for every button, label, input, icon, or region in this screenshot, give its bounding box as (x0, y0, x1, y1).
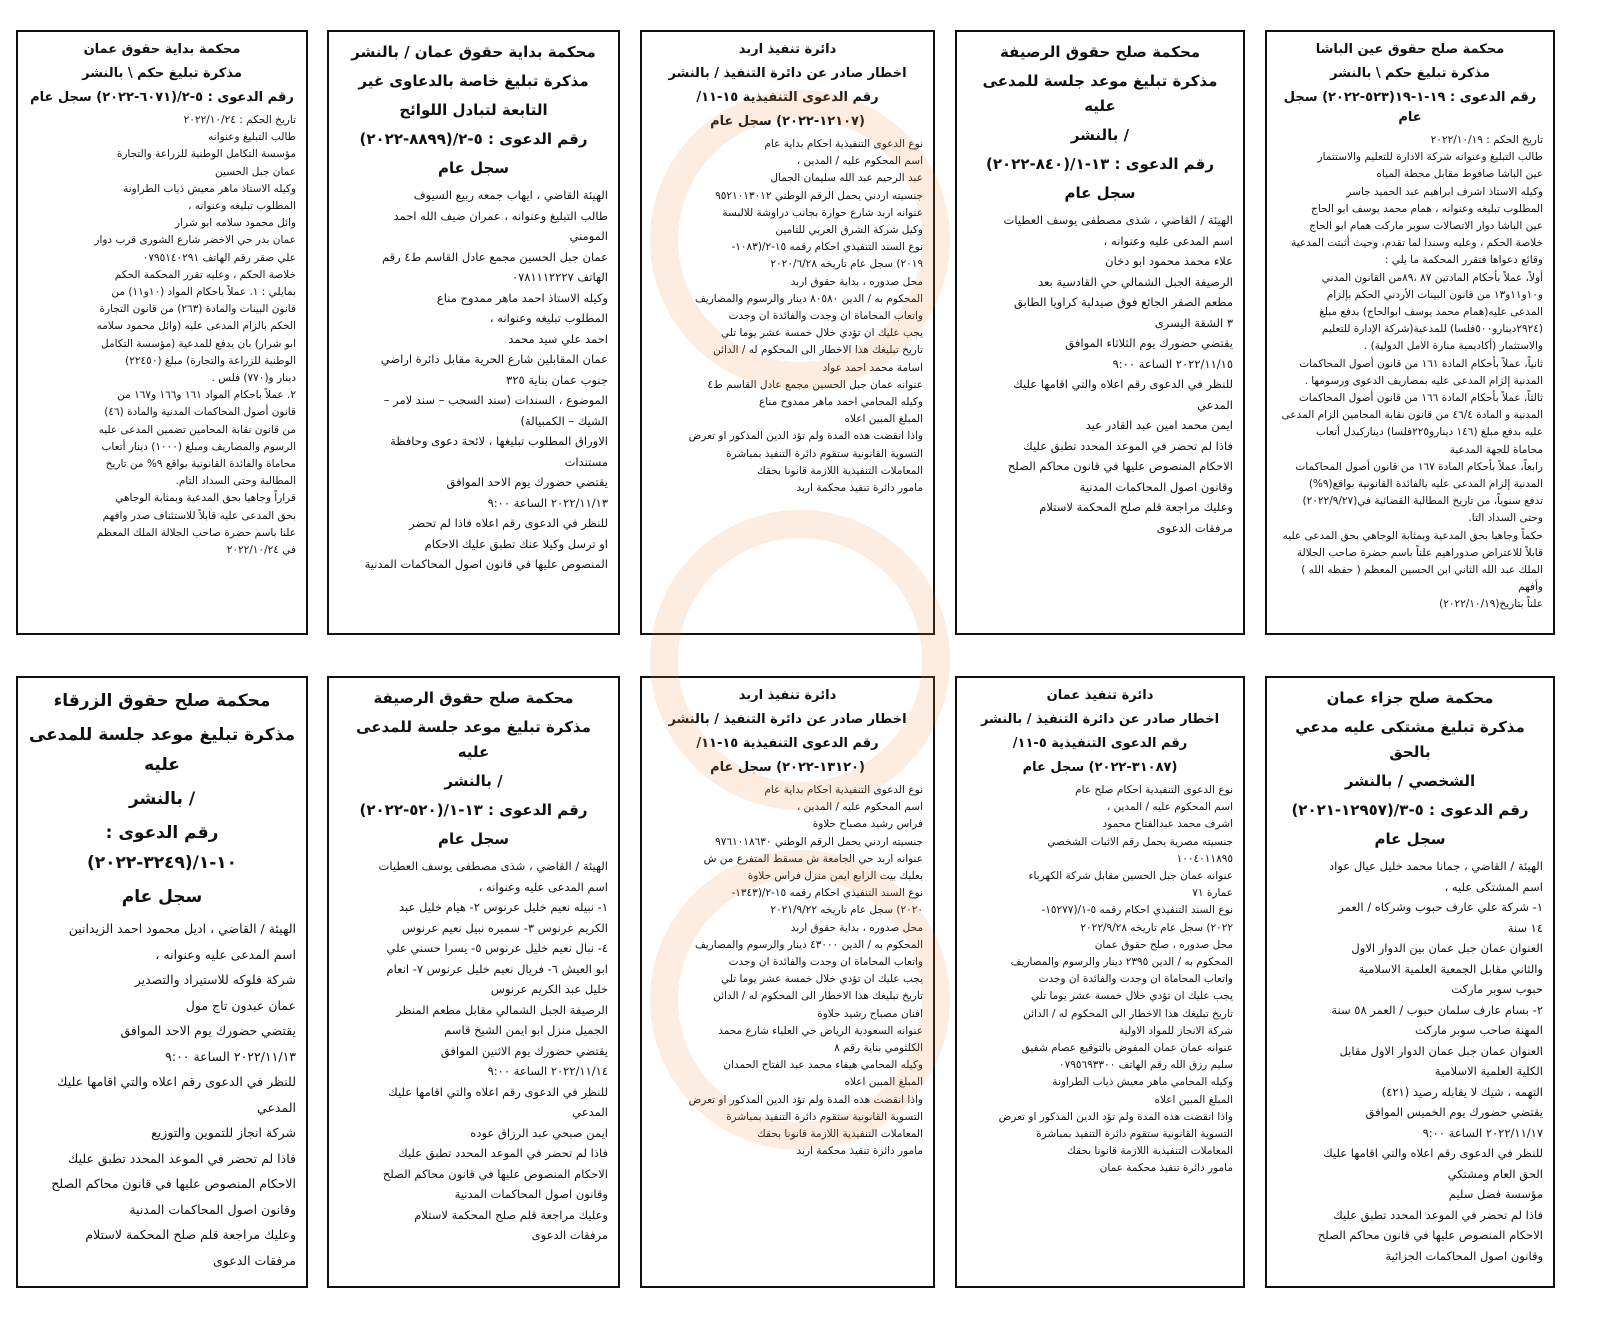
notice-line: علناً بتاريخ(٢٠٢٢/١٠/١٩) (1439, 598, 1543, 611)
notice-line: ابو العيش ٦- فريال نعيم خليل عرنوس ٧- انعام (386, 961, 608, 976)
notice-line: للنظر في الدعوى رقم اعلاه فاذا لم تحضر (409, 516, 608, 530)
notice-line: قانون أصول المحاكمات المدنية والمادة (٤٦) (104, 406, 296, 419)
notice-line: يجب عليك ان تؤدي خلال خمسة عشر يوما تلي (720, 327, 923, 340)
notice-line: عمان المقابلين شارع الحرية مقابل دائرة اراضي (380, 352, 608, 366)
notice-heading: التابعة لتبادل اللوائح (399, 101, 548, 119)
notice-line: وعليك مراجعة قلم صلح المحكمة لاستلام (85, 1227, 296, 1242)
notice-line: للنظر في الدعوى رقم اعلاه والتي اقامها عليك (388, 1084, 608, 1099)
notice-line: وقانون اصول المحاكمات المدنية (454, 1187, 608, 1201)
notice-line: فاذا لم تحضر في الموعد المحدد تطبق عليك (1333, 1207, 1543, 1222)
notice-line: عمان عبدون تاج مول (185, 997, 296, 1013)
notice-line: الاحكام المنصوص عليها في قانون محاكم الصلح (382, 1166, 608, 1181)
notice-heading: سجل عام (437, 159, 510, 177)
notice-heading: مذكرة تبليغ حكم \ بالنشر (82, 66, 242, 81)
notice-line: عنوانه اربد شارع حوارة بجانب دراوشة للالبسة (722, 206, 923, 219)
notice-line: ٢٠٢٢/١١/١٤ الساعة ٩:٠٠ (487, 1064, 608, 1078)
notice-heading: (٣١٠٨٧-٢٠٢٢) سجل عام (1022, 760, 1178, 775)
notice-line: محاماة للجهة المدعية (1449, 443, 1543, 456)
notice-line: يقتضي حضورك يوم الثلاثاء الموافق (1065, 336, 1233, 350)
notice-line: وقائع دعواها فتقرر المحكمة ما يلي : (1384, 254, 1543, 267)
notice-heading: محكمة صلح حقوق الرصيفة (373, 689, 574, 707)
notice-line: محل صدوره ، بداية حقوق اربد (790, 921, 923, 934)
notice-irbid-execution-13120 (640, 676, 935, 1288)
notice-heading: اخطار صادر عن دائرة التنفيذ / بالنشر (668, 66, 907, 81)
notice-amman-first-instance-judgment-6071 (16, 30, 308, 635)
notice-heading: / بالنشر (1070, 126, 1130, 144)
notice-line: مرفقات الدعوى (213, 1252, 296, 1268)
notice-heading: محكمة صلح جزاء عمان (1326, 689, 1494, 707)
notice-line: الهيئة / القاضي ، شذى مصطفى يوسف العطيات (1003, 213, 1233, 227)
notice-line: اسم المدعى عليه وعنوانه ، (155, 946, 296, 962)
notice-line: اسم المحكوم عليه / المدين ، (1106, 801, 1233, 814)
notice-heading: رقم الدعوى : ١٣-١/(٥٢٠-٢٠٢٢) (359, 801, 588, 819)
notice-line: المدنية إلزام المدعى عليه بمصاريف الدعوى ورسومها . (1304, 374, 1543, 387)
notice-line: خلاصة الحكم ، وعليه وسندا لما تقدم، وحيث أثبتت المدعية (1291, 237, 1543, 250)
notice-line: وقانون اصول المحاكمات الجزائية (1385, 1248, 1543, 1263)
notice-line: جنسيته مصرية يحمل رقم الاثبات الشخصي (1047, 835, 1233, 848)
notice-heading: مذكرة تبليغ موعد جلسة للمدعى عليه (356, 718, 591, 761)
notice-line: ثالثاً، عملاً بأحكام المادة ١٦٦ من قانون أصول المحاكمات (1298, 392, 1543, 405)
notice-line: وعليك مراجعة قلم صلح المحكمة لاستلام (414, 1207, 608, 1222)
notice-line: التسوية القانونية ستقوم دائرة التنفيذ بمباشرة (1036, 1128, 1233, 1141)
notice-heading: الشخصي / بالنشر (1344, 772, 1476, 790)
notice-line: يقتضي حضورك يوم الاحد الموافق (120, 1023, 296, 1038)
notice-heading: مذكرة تبليغ مشتكى عليه مدعي بالحق (1295, 718, 1525, 761)
notice-line: المدعي (572, 1105, 608, 1119)
notice-line: الشيك – الكمبيالة) (520, 413, 608, 428)
notice-line: عمان جبل الحسين مجمع عادل القاسم ط٤ رقم (382, 249, 608, 264)
notice-line: وقانون اصول المحاكمات المدنية (1079, 479, 1233, 494)
notice-line: يقتضي حضورك يوم الاحد الموافق (446, 475, 608, 489)
notice-line: نوع السند التنفيذي احكام رقمه ١٥-٢/(١٠٨٣- (731, 241, 923, 254)
notice-line: فاذا لم تحضر في الموعد المحدد تطبق عليك (398, 1146, 608, 1160)
notice-line: حبوب سوبر ماركت (1451, 982, 1543, 996)
notice-line: طالب التبليغ وعنوانه ، عمران ضيف الله احمد (393, 208, 608, 223)
notice-line: مطعم الصقر الجائع فوق صيدلية كراويا الطابق (1014, 295, 1233, 309)
notice-heading: سجل عام (1374, 830, 1446, 848)
notice-heading: رقم الدعوى التنفيذية ١٥-١١/ (696, 90, 879, 105)
notice-line: واذا انقضت هذه المدة ولم تؤد الدين المذكور او تعرض (998, 1110, 1233, 1123)
notice-line: واتعاب المحاماة ان وجدت والفائدة ان وجدت (1038, 973, 1233, 986)
notice-heading: رقم الدعوى : ٥-٢/(٦٠٧١-٢٠٢٢) سجل عام (30, 90, 294, 105)
notice-heading: رقم الدعوى : ١٣-١/(٨٤٠-٢٠٢٢) (986, 155, 1214, 173)
notice-line: مؤسسة التكامل الوطنية للزراعة والتجارة (116, 148, 296, 161)
notice-line: ٢٠٢٢) سجل عام تاريخه ٢٠٢٢/٩/٢٨ (1080, 921, 1233, 934)
notice-line: الرصيفة الجبل الشمالي حي القادسية بعد (1038, 274, 1233, 289)
notice-line: مامور دائرة تنفيذ محكمة اربد (796, 482, 923, 495)
notice-line: الوطنية للزراعة والتجارة) مبلغ (٢٢٤٥٠) (125, 354, 296, 367)
notice-heading: دائرة تنفيذ اربد (738, 42, 837, 57)
notice-line: وكيله المحامي احمد ماهر ممدوح مناع (758, 396, 923, 409)
notice-line: بعلبك بيت الرابع ايمن منزل فراس حلاوة (747, 870, 923, 883)
notice-zarqa-session-3249 (16, 676, 308, 1288)
notice-line: تاريخ تبليغك هذا الاخطار الى المحكوم له / الدائن (713, 990, 923, 1003)
notice-line: وكيله الاستاذ اشرف ابراهيم عبد الحميد جاسر (1346, 185, 1543, 198)
notice-heading: رقم الدعوى : ١٩-١-١٩(٥٢٣-٢٠٢٢) سجل عام (1283, 90, 1537, 125)
notice-line: وقانون اصول المحاكمات المدنية (129, 1201, 296, 1217)
notice-line: محل صدوره ، صلح حقوق عمان (1094, 938, 1233, 951)
notice-line: ايمن محمد امين عبد القادر عيد (1085, 418, 1233, 432)
notice-line: التهمه ، شيك لا يقابله رصيد (٤٢١) (1381, 1084, 1543, 1099)
notice-heading: رقم الدعوى التنفيذية ١٥-١١/ (696, 736, 879, 751)
notice-heading: / بالنشر (128, 789, 196, 809)
notice-line: في ٢٠٢٢/١٠/٢٤ (226, 544, 296, 557)
notice-heading: مذكرة تبليغ حكم \ بالنشر (1330, 66, 1490, 81)
notice-heading: (١٢١٠٧-٢٠٢٢) سجل عام (710, 114, 865, 129)
notice-ain-basha-judgment (1265, 30, 1555, 635)
notice-line: جنسيته اردني يحمل الرقم الوطني ٩٥٢١٠١٣٠١٢ (715, 189, 923, 202)
notice-heading: محكمة بداية حقوق عمان (83, 42, 241, 57)
notice-heading: محكمة صلح حقوق عين الباشا (1315, 42, 1505, 57)
notice-amman-criminal-12957 (1265, 676, 1555, 1288)
notice-line: المطالبة وحتى السداد التام. (175, 475, 296, 488)
notice-line: ابو شرار) بان يدفع للمدعية (مؤسسة التكامل (101, 337, 296, 350)
notice-line: وائل محمود سلامه ابو شرار (175, 217, 296, 230)
notice-line: اسم المدعى عليه وعنوانه ، (1103, 233, 1233, 248)
notice-line: شركة فلوكه للاستيراد والتصدير (134, 972, 296, 987)
notice-line: المبلغ المبين اعلاه (1154, 1093, 1233, 1106)
notice-line: عمان بدر حي الاخضر شارع الشورى قرب دوار (94, 234, 296, 247)
notice-line: الهيئة / القاضي ، اديل محمود احمد الزيدانين (68, 921, 296, 936)
notice-line: بمايلي : ١. عملاً باحكام المواد (١٠و١١) من (111, 286, 296, 299)
notice-rusaifa-session-840 (955, 30, 1245, 635)
notice-line: مامور دائرة تنفيذ محكمة اربد (796, 1145, 923, 1158)
notice-line: واتعاب المحاماة ان وجدت والفائدة ان وجدت (728, 956, 923, 969)
notice-line: واتعاب المحاماة ان وجدت والفائدة ان وجدت (728, 310, 923, 323)
notice-heading: دائرة تنفيذ اربد (738, 688, 837, 703)
notice-line: احمد علي سيد محمد (508, 331, 608, 346)
notice-line: واذا انقضت هذه المدة ولم تؤد الدين المذكور او تعرض (688, 1093, 923, 1106)
notice-line: وعليك مراجعة قلم صلح المحكمة لاستلام (1039, 500, 1233, 514)
notice-line: الهيئة / القاضي ، شذى مصطفى يوسف العطيات (378, 859, 608, 873)
notice-line: ١٤ سنة (1507, 920, 1543, 935)
notice-line: المطلوب تبليغه وعنوانه ، همام محمد يوسف ابو الحاج (1311, 202, 1543, 215)
notice-line: قانون البينات والمادة (٢٦٣) من قانون التجارة (99, 303, 296, 316)
notice-line: رابعاً، عملاً بأحكام المادة ١٦٧ من قانون أصول المحاكمات (1295, 460, 1543, 473)
notice-line: و١٠و١١و١٣ من قانون البينات الأردني الحكم بإلزام (1326, 288, 1543, 301)
notice-line: مامور دائرة تنفيذ محكمة عمان (1099, 1162, 1233, 1175)
notice-line: عنوانه عمان عمان المفوض بالتوقيع عصام شفيق (1021, 1042, 1233, 1055)
notice-line: او ترسل وكيلا عنك تطبق عليك الاحكام (424, 536, 608, 551)
notice-line: نوع الدعوى التنفيذية احكام صلح عام (1075, 784, 1233, 796)
notice-heading: اخطار صادر عن دائرة التنفيذ / بالنشر (980, 712, 1220, 727)
notice-line: علي صقر رقم الهاتف ٠٧٩٥١٤٠٢٩١ (142, 251, 296, 264)
notice-line: والاستثمار (أكاديمية منارة الامل الدولية) . (1364, 340, 1543, 353)
notice-line: يجب عليك ان تؤدي خلال خمسة عشر يوما تلي (1030, 990, 1233, 1003)
notice-line: فاذا لم تحضر في الموعد المحدد تطبق عليك (1023, 438, 1233, 453)
notice-line: المعاملات التنفيذية اللازمة قانونا بحقك (757, 464, 923, 477)
notice-line: الكلثومي بناية رقم ٨ (834, 1042, 923, 1055)
notice-line: الهيئة القاضي ، ايهاب جمعه ربيع السيوف (413, 188, 608, 202)
notice-line: المهنة صاحب سوبر ماركت (1414, 1023, 1543, 1037)
notice-line: المدعي (1197, 397, 1233, 412)
notice-line: اسامة محمد احمد عواد (822, 361, 923, 374)
notice-heading: محكمة صلح حقوق الزرقاء (53, 691, 271, 711)
notice-line: عنوانه عمان جبل الحسين مقابل شركة الكهرباء (1028, 870, 1233, 883)
notice-heading: / بالنشر (444, 772, 503, 790)
notice-line: ٢٠٢٠) سجل عام تاريخه ٢٠٢١/٩/٢٢ (770, 904, 923, 917)
notice-heading: (١٣١٢٠-٢٠٢٢) سجل عام (710, 760, 865, 775)
notice-line: تاريخ تبليغك هذا الاخطار الى المحكوم له / الدائن (713, 344, 923, 357)
notice-line: المطلوب تبليغه وعنوانه ، (188, 200, 296, 213)
notice-heading: رقم الدعوى : ٥-٢/(٨٨٩٩-٢٠٢٢) (359, 130, 588, 148)
notice-line: الاحكام المنصوص عليها في قانون محاكم الصلح (1007, 459, 1233, 473)
notice-line: ثانياً، عملاً بأحكام المادة ١٦١ من قانون أصول المحاكمات (1299, 357, 1543, 370)
notice-line: ٢٠٢٢/١١/١٥ الساعة ٩:٠٠ (1112, 356, 1233, 371)
notice-line: تاريخ الحكم : ٢٠٢٢/١٠/١٩ (1430, 134, 1543, 146)
notice-line: الموضوع ، السندات (سند السحب – سند لامر – (383, 393, 608, 407)
notice-line: تدفع سنوياً، من تاريخ المطالبة القضائية في(٢٠٢٢/٩/٢٧) (1302, 495, 1543, 508)
notice-line: ايمن صبحي عبد الرزاق عوده (470, 1125, 608, 1140)
notice-line: عين الباشا دوار الاتصالات سوبر ماركت همام ابو الحاج (1309, 220, 1543, 233)
notice-line: الحكم بالزام المدعى عليه (وائل محمود سلامه (96, 320, 296, 333)
notice-line: الرصيفة الجبل الشمالي مقابل مطعم المنظر (396, 1002, 608, 1017)
notice-heading: محكمة صلح حقوق الرصيفة (999, 43, 1201, 61)
notice-line: المدعى عليه(همام محمد يوسف ابوالحاج) بدفع مبلغ (1319, 306, 1543, 319)
notice-line: المبلغ المبين اعلاه (844, 1076, 923, 1089)
notice-line: دينار و(٧٧٠) فلس . (211, 372, 296, 385)
notice-line: المحكوم به / الدين ٢٣٩٥ دينار والرسوم والمصاريف (1010, 956, 1233, 969)
notice-line: ٢٠٢٢/١١/١٧ الساعة ٩:٠٠ (1422, 1125, 1543, 1140)
notice-line: عبد الرحيم عبد الله سليمان الجمال (770, 172, 923, 185)
notice-line: جنوب عمان بناية ٣٢٥ (506, 372, 608, 387)
notice-heading: رقم الدعوى : ٥-٣/(١٢٩٥٧-٢٠٢١) (1291, 801, 1529, 819)
notice-line: ٢٠١٩) سجل عام تاريخه ٢٠٢٠/٦/٢٨ (770, 258, 923, 271)
notice-line: وكيله المحامي ماهر معيش ذياب الطراونة (1052, 1076, 1233, 1089)
notice-line: المومني (569, 229, 608, 243)
notice-line: التسوية القانونية ستقوم دائرة التنفيذ بمباشرة (726, 1110, 923, 1123)
notice-line: سليم رزق الله رقم الهاتف ٠٧٩٥٦٩٣٣٠٠ (1058, 1059, 1233, 1072)
notice-line: عنوانه السعودية الرياض حي العلياء شارع محمد (718, 1024, 923, 1037)
notice-line: الاحكام المنصوص عليها في قانون محاكم الصلح (51, 1176, 296, 1191)
notice-line: الهاتف ٠٧٨١١١٢٢٢٧ (511, 270, 608, 284)
notice-line: وحتى السداد التا. (1468, 512, 1543, 525)
notice-line: اشرف محمد عبدالفتاح محمود (1102, 818, 1233, 831)
notice-line: يقتضي حضورك يوم الخميس الموافق (1365, 1105, 1543, 1119)
notice-line: (٢٩٢٤دينارو٥٠٠فلسا) للمدعية(شركة الإدارة للتعليم (1321, 323, 1543, 336)
notice-line: نوع الدعوى التنفيذية احكام بداية عام (764, 138, 923, 150)
notice-line: الملك عبد الله الثاني ابن الحسين المعظم ( حفظه الله ) وأفهم (1301, 564, 1543, 594)
notice-line: اسم المحكوم عليه / المدين ، (796, 155, 923, 168)
notice-line: قابلاً للاعتراض صدوراهيم علناً باسم حضرة صاحب الجلالة (1296, 546, 1543, 559)
notice-line: المنصوص عليها في قانون اصول المحاكمات المدنية (364, 557, 608, 571)
notice-line: وكيله الاستاذ ماهر معيش ذياب الطراونة (123, 182, 296, 195)
notice-line: الاحكام المنصوص عليها في قانون محاكم الصلح (1317, 1228, 1543, 1242)
notice-heading: مذكرة تبليغ موعد جلسة للمدعى عليه (28, 725, 296, 775)
notice-line: ١- نبيله نعيم خليل عرنوس ٢- هيام خليل عبد (398, 900, 608, 914)
notice-line: بحق المدعى عليه قابلاً للاستئناف صدر وافهم (102, 509, 296, 522)
notice-heading: اخطار صادر عن دائرة التنفيذ / بالنشر (668, 712, 907, 727)
notice-line: افنان مصباح رشيد حلاوة (817, 1007, 923, 1020)
notice-rusaifa-session-520 (327, 676, 620, 1288)
notice-line: علنا باسم حضرة صاحب الجلالة الملك المعظم (96, 526, 296, 539)
notice-heading: دائرة تنفيذ عمان (1046, 688, 1154, 703)
notice-line: المعاملات التنفيذية اللازمة قانونا بحقك (757, 1128, 923, 1141)
notice-line: التسوية القانونية ستقوم دائرة التنفيذ بمباشرة (726, 447, 923, 460)
notice-line: تاريخ تبليغك هذا الاخطار الى المحكوم له / الدائن (1023, 1007, 1233, 1020)
notice-line: خليل عبد الكريم عرنوس (490, 982, 608, 996)
notice-line: الكريم عرنوس ٣- سميره نبيل نعيم عرنوس (401, 920, 608, 935)
notice-line: يجب عليك ان تؤدي خلال خمسة عشر يوما تلي (720, 973, 923, 986)
notice-line: المبلغ المبين اعلاه (844, 413, 923, 426)
notice-line: العنوان عمان جبل عمان بين الدوار الاول (1351, 941, 1543, 955)
notice-line: طالب التبليغ وعنوانه (208, 131, 296, 144)
notice-line: اسم المشتكى عليه ، (1444, 879, 1543, 894)
notice-line: الحق العام ومشتكي (1447, 1166, 1543, 1181)
notice-line: عليه بدفع مبلغ (١٤٦ دينارو٢٢٥فلسا) ديناركبدل أتعاب (1315, 426, 1543, 439)
notice-line: وكيله المحامي هيفاء محمد عبد الفتاح الحمدان (723, 1059, 923, 1072)
notice-line: ٢٠٢٢/١١/١٣ الساعة ٩:٠٠ (165, 1048, 296, 1064)
notice-heading: محكمة بداية حقوق عمان / بالنشر (351, 43, 596, 61)
notice-amman-first-instance-8899 (327, 30, 620, 635)
notice-line: المدنية و المادة ٤٦/٤ من قانون نقابة المحامين الزام المدعى (1281, 409, 1543, 422)
notice-line: مرفقات الدعوى (1156, 520, 1233, 535)
notice-heading: مذكرة تبليغ خاصة بالدعاوى غير (358, 72, 589, 90)
notice-line: ٢- بسام عارف سلمان حبوب / العمر ٥٨ سنة (1331, 1002, 1543, 1017)
notice-line: والثاني مقابل الجمعية العلمية الاسلامية (1358, 961, 1543, 976)
notice-line: وكيل شركة الشرق العربي للتامين (775, 224, 923, 237)
notice-line: محاماة والفائدة القانونية بواقع ٩% من تاريخ (105, 458, 296, 471)
notice-line: أولاً، عملاً بأحكام المادتين ٨٧ ،٨٩من القانون المدني (1321, 271, 1543, 284)
notice-line: عمارة ٧١ (1192, 887, 1233, 900)
notice-line: وكيله الاستاذ احمد ماهر ممدوح مناع (436, 290, 608, 305)
notice-line: تاريخ الحكم : ٢٠٢٢/١٠/٢٤ (183, 114, 296, 126)
notice-line: العنوان عمان جبل عمان الدوار الاول مقابل (1339, 1043, 1543, 1058)
notice-line: ١٠٠٤٠١١٨٩٥ (1176, 852, 1233, 865)
notice-line: المحكوم به / الدين ٤٣٠٠٠ دينار والرسوم والمصاريف (694, 938, 923, 951)
notice-line: الرسوم والمصاريف ومبلغ (١٠٠٠) دينار أتعاب (101, 440, 296, 453)
notice-line: عنوانه عمان جبل الحسين مجمع عادل القاسم ط٤ (707, 378, 923, 391)
notice-line: اسم المحكوم عليه / المدين ، (796, 801, 923, 814)
notice-amman-execution-31087 (955, 676, 1245, 1288)
notice-line: للنظر في الدعوى رقم اعلاه والتي اقامها عليك (57, 1074, 296, 1089)
notice-line: للنظر في الدعوى رقم اعلاه والتي اقامها عليك (1013, 377, 1233, 391)
notice-line: فراس رشيد مصباح حلاوة (812, 818, 923, 831)
notice-heading: سجل عام (1064, 184, 1136, 202)
notice-line: علاء محمد محمود ابو دخان (1105, 254, 1233, 268)
notice-line: ٣ الشقة اليسرى (1154, 315, 1233, 330)
notice-line: الكلية العلمية الاسلامية (1434, 1064, 1543, 1078)
notice-line: عين الباشا صافوط مقابل محطة المياه (1376, 168, 1543, 181)
notice-line: نوع السند التنفيذي احكام رقمه ٥-١/(١٥٢٧٧- (1041, 904, 1233, 917)
notice-line: مرفقات الدعوى (531, 1228, 608, 1242)
notice-line: الهيئة / القاضي ، جمانا محمد خليل عيال عواد (1329, 859, 1543, 873)
notice-line: ١- شركة علي عارف حبوب وشركاه / العمر (1338, 900, 1543, 914)
notice-line: ٢٠٢٢/١١/١٣ الساعة ٩:٠٠ (487, 495, 608, 510)
notice-heading: رقم الدعوى التنفيذية ٥-١١/ (1012, 736, 1188, 751)
notice-line: للنظر في الدعوى رقم اعلاه والتي اقامها عليك (1323, 1146, 1543, 1160)
notice-line: فاذا لم تحضر في الموعد المحدد تطبق عليك (68, 1150, 296, 1166)
notice-line: المدعي (257, 1099, 296, 1115)
notice-line: عمان جبل الحسين (215, 165, 296, 178)
notice-line: نوع الدعوى التنفيذية احكام بداية عام (764, 784, 923, 796)
notice-line: مستندات (564, 454, 608, 469)
notice-heading: مذكرة تبليغ موعد جلسة للمدعى عليه (982, 72, 1218, 115)
notice-line: يقتضي حضورك يوم الاثنين الموافق (440, 1043, 608, 1058)
notice-line: الجميل منزل ابو ايمن الشيخ قاسم (444, 1023, 608, 1037)
notice-line: المدنية إلزام المدعى عليه بالفائدة القانونية بواقع(٩%) (1308, 478, 1543, 491)
notice-line: المطلوب تبليغه وعنوانه ، (489, 311, 608, 325)
notice-line: حكماً وجاهيا بحق المدعية وبمثابة الوجاهي بحق المدعى عليه (1282, 529, 1543, 542)
notice-line: محل صدوره ، بداية حقوق اربد (790, 275, 923, 288)
notice-line: المحكوم به / الدين ٨٠٥٨٠ دينار والرسوم والمصاريف (694, 292, 923, 305)
notice-heading: سجل عام (121, 887, 203, 907)
notice-line: مؤسسة فضل سليم (1448, 1187, 1543, 1201)
notice-line: من قانون نقابة المحامين تضمين المدعى عليه (98, 423, 296, 436)
notice-line: طالب التبليغ وعنوانه شركة الادارة للتعليم والاستثمار (1317, 151, 1543, 164)
notice-line: شركة الانجاز للمواد الاولية (1119, 1024, 1233, 1037)
notice-line: شركة انجاز للتموين والتوزيع (151, 1125, 296, 1140)
notice-line: عنوانه اربد حي الجامعة ش مسقط المتفرع من ش (703, 852, 923, 865)
notice-line: اسم المدعى عليه وعنوانه ، (478, 879, 608, 894)
notice-line: ٤- نبال نعيم خليل عرنوس ٥- يسرا حسني علي (386, 941, 608, 955)
notice-line: قراراً وجاهيا بحق المدعية وبمثابة الوجاهي (115, 492, 296, 505)
notice-line: المعاملات التنفيذية اللازمة قانونا بحقك (1067, 1145, 1233, 1158)
notice-line: ٢. عملاً باحكام المواد ١٦١ و١٦٦ و١٦٧ من (117, 389, 296, 402)
notice-line: الاوراق المطلوب تبليغها ، لائحة دعوى وحافظة (390, 434, 608, 448)
notice-line: خلاصة الحكم ، وعليه تقرر المحكمة الحكم (114, 268, 296, 281)
notice-line: واذا انقضت هذه المدة ولم تؤد الدين المذكور او تعرض (688, 430, 923, 443)
notice-line: نوع السند التنفيذي احكام رقمه ١٥-٢/(١٣٤٣- (731, 887, 923, 900)
notice-irbid-execution-12107 (640, 30, 935, 635)
notice-heading: سجل عام (437, 830, 510, 848)
notice-line: جنسيته اردني يحمل الرقم الوطني ٩٧٦١٠١٨٦٣٠ (715, 835, 923, 848)
notice-heading: رقم الدعوى : ١٠-١/(٣٢٤٩-٢٠٢٢) (86, 823, 238, 873)
